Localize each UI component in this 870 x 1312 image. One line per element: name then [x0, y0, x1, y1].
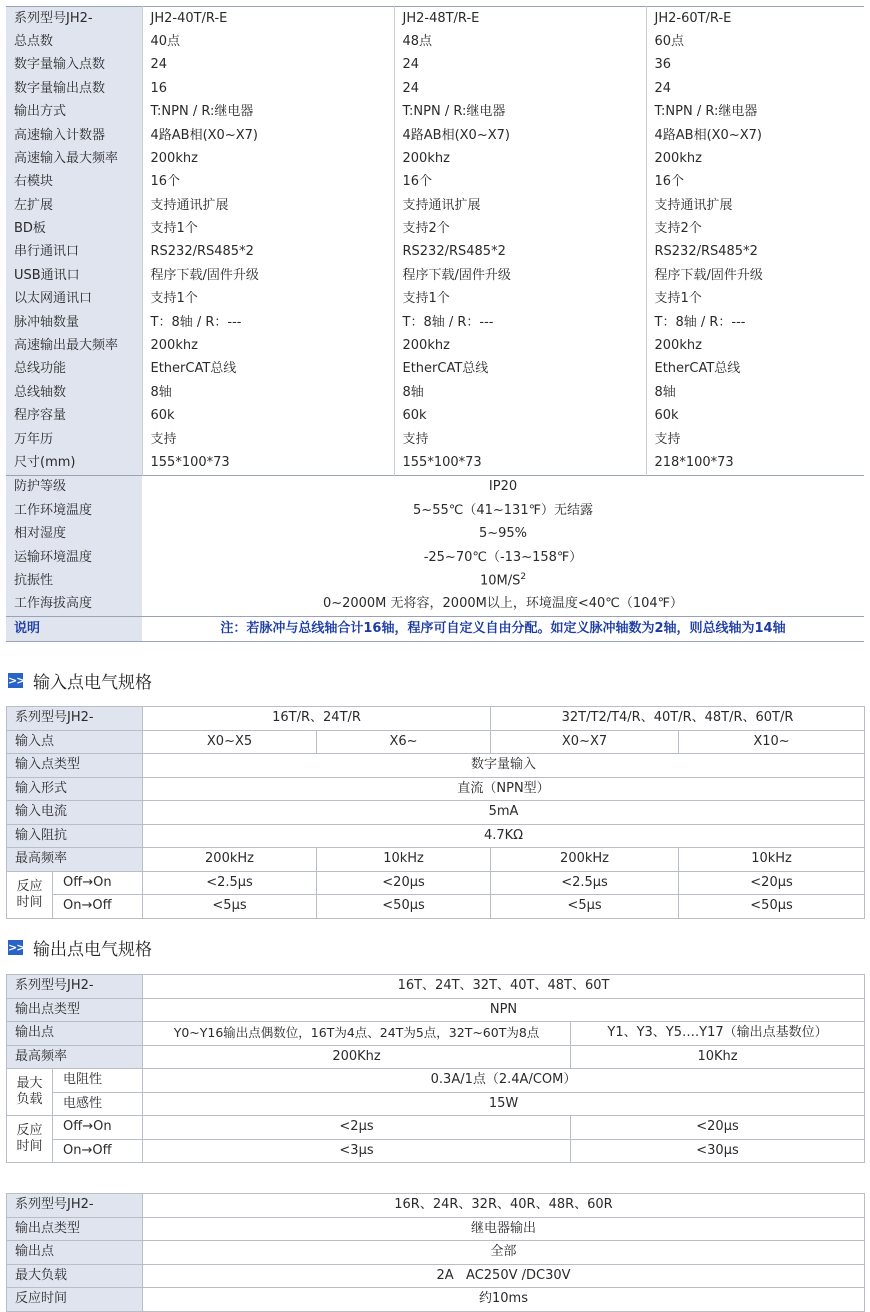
cell: Y0~Y16输出点偶数位，16T为4点、24T为5点，32T~60T为8点	[143, 1022, 571, 1046]
row-label: 输入阻抗	[7, 824, 143, 848]
output-t-spec-table	[6, 974, 865, 1163]
cell: 155*100*73	[394, 451, 646, 475]
sub-label: On→Off	[53, 895, 143, 919]
table-row	[7, 1194, 865, 1218]
table-row	[6, 381, 864, 404]
row-label: 输出点类型	[7, 1217, 143, 1241]
table-row	[6, 77, 864, 100]
cell: T:NPN / R:继电器	[394, 101, 646, 124]
row-label: 尺寸(mm)	[6, 451, 142, 475]
input-section-title: 输入点电气规格	[33, 673, 152, 693]
row-label	[7, 1116, 53, 1163]
label-line: 最大	[16, 1076, 43, 1092]
table-row	[6, 546, 864, 569]
cell: 支持	[142, 428, 394, 451]
cell: 24	[394, 54, 646, 77]
row-label: 以太网通讯口	[6, 288, 142, 311]
superscript: 2	[520, 572, 527, 583]
table-row	[6, 617, 864, 641]
cell: 200khz	[394, 334, 646, 357]
table-row	[7, 1045, 865, 1069]
table-row	[6, 475, 864, 499]
label-line: 反应	[16, 878, 43, 894]
cell: EtherCAT总线	[646, 358, 864, 381]
cell: <20μs	[571, 1116, 865, 1140]
cell: 24	[394, 77, 646, 100]
cell: <3μs	[143, 1139, 571, 1163]
row-label: 总点数	[6, 30, 142, 53]
cell: 200Khz	[143, 1045, 571, 1069]
cell: 支持通讯扩展	[646, 194, 864, 217]
row-label: 防护等级	[6, 475, 142, 499]
table-row	[7, 801, 865, 825]
cell-value: 10M/S	[479, 573, 521, 589]
cell: 40点	[142, 30, 394, 53]
row-label: 工作环境温度	[6, 499, 142, 522]
cell: 155*100*73	[142, 451, 394, 475]
note-label: 说明	[6, 617, 142, 641]
group-header: 32T/T2/T4/R、40T/R、48T/R、60T/R	[491, 707, 865, 731]
table-row	[7, 730, 865, 754]
cell: 4路AB相(X0~X7)	[142, 124, 394, 147]
table-row	[6, 171, 864, 194]
cell-value: 5~95%	[478, 526, 528, 542]
row-label: USB通讯口	[6, 264, 142, 287]
row-label: 输出点类型	[7, 998, 143, 1022]
table-row	[6, 405, 864, 428]
cell-value: IP20	[488, 479, 518, 495]
double-chevron-icon: >>	[8, 941, 25, 954]
table-row	[6, 241, 864, 264]
row-label: 系列型号JH2-	[7, 1194, 143, 1218]
table-row	[7, 777, 865, 801]
cell: 10Khz	[571, 1045, 865, 1069]
cell	[142, 593, 864, 617]
input-section-heading	[8, 668, 152, 693]
table-row	[6, 451, 864, 475]
table-row	[7, 754, 865, 778]
cell: 16	[142, 77, 394, 100]
cell: <2.5μs	[143, 871, 317, 895]
row-label: 万年历	[6, 428, 142, 451]
cell: <2μs	[143, 1116, 571, 1140]
cell: <20μs	[679, 871, 865, 895]
sub-label: On→Off	[53, 1139, 143, 1163]
input-spec-table	[6, 706, 865, 919]
group-header: 16T/R、24T/R	[143, 707, 491, 731]
cell: 支持1个	[142, 288, 394, 311]
table-row	[7, 871, 865, 895]
cell: <20μs	[317, 871, 491, 895]
table-row	[6, 101, 864, 124]
row-label: 数字量输入点数	[6, 54, 142, 77]
note-text: 注：若脉冲与总线轴合计16轴，程序可自定义自由分配。如定义脉冲轴数为2轴，则总线轴为14轴	[142, 617, 864, 641]
table-row	[6, 523, 864, 546]
output-section-heading	[8, 935, 152, 960]
table-row	[6, 593, 864, 617]
cell: 4路AB相(X0~X7)	[394, 124, 646, 147]
cell: 16T、24T、32T、40T、48T、60T	[143, 975, 865, 999]
cell: 数字量输入	[143, 754, 865, 778]
label-line: 负载	[16, 1092, 43, 1107]
cell: 24	[646, 77, 864, 100]
cell: 支持2个	[646, 218, 864, 241]
table-row	[7, 824, 865, 848]
cell: 8轴	[394, 381, 646, 404]
table-row	[6, 124, 864, 147]
cell: 继电器输出	[143, 1217, 865, 1241]
cell: 0.3A/1点（2.4A/COM）	[143, 1069, 865, 1093]
cell	[142, 499, 864, 522]
model-header: JH2-40T/R-E	[142, 7, 394, 31]
row-label: 反应时间	[7, 1288, 143, 1312]
cell: 程序下载/固件升级	[142, 264, 394, 287]
cell: X6~	[317, 730, 491, 754]
cell: RS232/RS485*2	[394, 241, 646, 264]
row-label: 程序容量	[6, 405, 142, 428]
cell: 200khz	[646, 334, 864, 357]
output-r-spec-table	[6, 1193, 865, 1312]
row-label: 高速输入计数器	[6, 124, 142, 147]
row-label: 工作海拔高度	[6, 593, 142, 617]
cell: <50μs	[679, 895, 865, 919]
cell	[142, 569, 864, 592]
row-label: 运输环境温度	[6, 546, 142, 569]
cell: EtherCAT总线	[142, 358, 394, 381]
cell: 全部	[143, 1241, 865, 1265]
table-row	[7, 1092, 865, 1116]
label-line: 时间	[16, 1139, 43, 1154]
row-label	[7, 871, 53, 918]
row-label: 系列型号JH2-	[7, 975, 143, 999]
table-row	[6, 334, 864, 357]
row-label: 输入点	[7, 730, 143, 754]
cell: T:NPN / R:继电器	[646, 101, 864, 124]
cell: RS232/RS485*2	[142, 241, 394, 264]
table-row	[6, 264, 864, 287]
cell: 支持通讯扩展	[142, 194, 394, 217]
spec-table	[6, 6, 864, 642]
sub-label: Off→On	[53, 871, 143, 895]
cell: 8轴	[142, 381, 394, 404]
cell-value: 5~55℃（41~131℉）无结露	[413, 502, 593, 518]
cell: 200khz	[394, 147, 646, 170]
table-row	[6, 288, 864, 311]
table-row	[7, 1217, 865, 1241]
cell-value: 0~2000M 无将容，2000M以上，环境温度<40℃（104℉）	[322, 596, 684, 612]
cell: NPN	[143, 998, 865, 1022]
label-line: 反应	[16, 1123, 43, 1139]
cell: 16R、24R、32R、40R、48R、60R	[143, 1194, 865, 1218]
cell: T:NPN / R:继电器	[142, 101, 394, 124]
table-row	[6, 428, 864, 451]
table-row	[7, 975, 865, 999]
cell: 2A AC250V /DC30V	[143, 1264, 865, 1288]
row-label: 系列型号JH2-	[6, 7, 142, 31]
row-label: 最大负载	[7, 1264, 143, 1288]
table-row	[6, 7, 864, 31]
cell: 16个	[646, 171, 864, 194]
cell: RS232/RS485*2	[646, 241, 864, 264]
row-label: 抗振性	[6, 569, 142, 592]
cell: 200khz	[142, 334, 394, 357]
cell: <50μs	[317, 895, 491, 919]
row-label: 数字量输出点数	[6, 77, 142, 100]
label-line: 时间	[16, 894, 43, 910]
cell: 支持通讯扩展	[394, 194, 646, 217]
cell: 200kHz	[143, 848, 317, 872]
cell: 5mA	[143, 801, 865, 825]
row-label: 串行通讯口	[6, 241, 142, 264]
cell: 60k	[142, 405, 394, 428]
cell: 48点	[394, 30, 646, 53]
cell: 60点	[646, 30, 864, 53]
cell	[142, 475, 864, 499]
cell: 程序下载/固件升级	[646, 264, 864, 287]
row-label: 最高频率	[7, 1045, 143, 1069]
cell: EtherCAT总线	[394, 358, 646, 381]
sub-label: 电感性	[53, 1092, 143, 1116]
row-label: 总线轴数	[6, 381, 142, 404]
cell: 16个	[394, 171, 646, 194]
table-row	[7, 1069, 865, 1093]
table-row	[7, 1116, 865, 1140]
table-row	[7, 848, 865, 872]
cell: 4.7KΩ	[143, 824, 865, 848]
row-label: 总线功能	[6, 358, 142, 381]
cell-value: -25~70℃（-13~158℉）	[423, 549, 583, 565]
model-header: JH2-60T/R-E	[646, 7, 864, 31]
cell: 4路AB相(X0~X7)	[646, 124, 864, 147]
row-label: 输入电流	[7, 801, 143, 825]
table-row	[6, 30, 864, 53]
cell: 218*100*73	[646, 451, 864, 475]
cell	[142, 546, 864, 569]
row-label: 高速输出最大频率	[6, 334, 142, 357]
cell: <5μs	[491, 895, 679, 919]
cell: <5μs	[143, 895, 317, 919]
row-label: 相对湿度	[6, 523, 142, 546]
cell: 60k	[646, 405, 864, 428]
cell: <30μs	[571, 1139, 865, 1163]
cell: 支持	[394, 428, 646, 451]
cell: T：8轴 / R：---	[142, 311, 394, 334]
cell: 200kHz	[491, 848, 679, 872]
row-label: 右模块	[6, 171, 142, 194]
table-row	[6, 194, 864, 217]
table-row	[7, 707, 865, 731]
cell: 直流（NPN型）	[143, 777, 865, 801]
table-row	[6, 218, 864, 241]
table-row	[7, 1264, 865, 1288]
cell: 36	[646, 54, 864, 77]
cell: 200khz	[142, 147, 394, 170]
double-chevron-icon: >>	[8, 674, 25, 687]
table-row	[7, 998, 865, 1022]
cell: 10kHz	[679, 848, 865, 872]
table-row	[6, 147, 864, 170]
cell: X10~	[679, 730, 865, 754]
table-row	[7, 1139, 865, 1163]
cell: 程序下载/固件升级	[394, 264, 646, 287]
cell: 60k	[394, 405, 646, 428]
model-header: JH2-48T/R-E	[394, 7, 646, 31]
cell: X0~X5	[143, 730, 317, 754]
cell: Y1、Y3、Y5….Y17（输出点基数位）	[571, 1022, 865, 1046]
cell: 8轴	[646, 381, 864, 404]
cell: 15W	[143, 1092, 865, 1116]
table-row	[7, 1241, 865, 1265]
table-row	[6, 569, 864, 592]
row-label: 输入点类型	[7, 754, 143, 778]
table-row	[6, 54, 864, 77]
cell: 支持1个	[394, 288, 646, 311]
table-row	[7, 895, 865, 919]
row-label: 输出点	[7, 1022, 143, 1046]
cell: 24	[142, 54, 394, 77]
table-row	[6, 358, 864, 381]
cell: 支持1个	[142, 218, 394, 241]
row-label: 脉冲轴数量	[6, 311, 142, 334]
output-section-title: 输出点电气规格	[33, 940, 152, 960]
row-label: 系列型号JH2-	[7, 707, 143, 731]
cell: X0~X7	[491, 730, 679, 754]
row-label: 最高频率	[7, 848, 143, 872]
row-label: 输出点	[7, 1241, 143, 1265]
cell: 约10ms	[143, 1288, 865, 1312]
cell: <2.5μs	[491, 871, 679, 895]
cell: 支持1个	[646, 288, 864, 311]
row-label: 输出方式	[6, 101, 142, 124]
cell: 10kHz	[317, 848, 491, 872]
table-row	[6, 311, 864, 334]
cell: 支持	[646, 428, 864, 451]
row-label	[7, 1069, 53, 1116]
cell	[142, 523, 864, 546]
row-label: 高速输入最大频率	[6, 147, 142, 170]
sub-label: 电阻性	[53, 1069, 143, 1093]
table-row	[7, 1288, 865, 1312]
cell: 200khz	[646, 147, 864, 170]
cell: 16个	[142, 171, 394, 194]
row-label: 输入形式	[7, 777, 143, 801]
table-row	[7, 1022, 865, 1046]
cell: T：8轴 / R：---	[394, 311, 646, 334]
table-row	[6, 499, 864, 522]
cell: T：8轴 / R：---	[646, 311, 864, 334]
sub-label: Off→On	[53, 1116, 143, 1140]
cell: 支持2个	[394, 218, 646, 241]
row-label: 左扩展	[6, 194, 142, 217]
row-label: BD板	[6, 218, 142, 241]
